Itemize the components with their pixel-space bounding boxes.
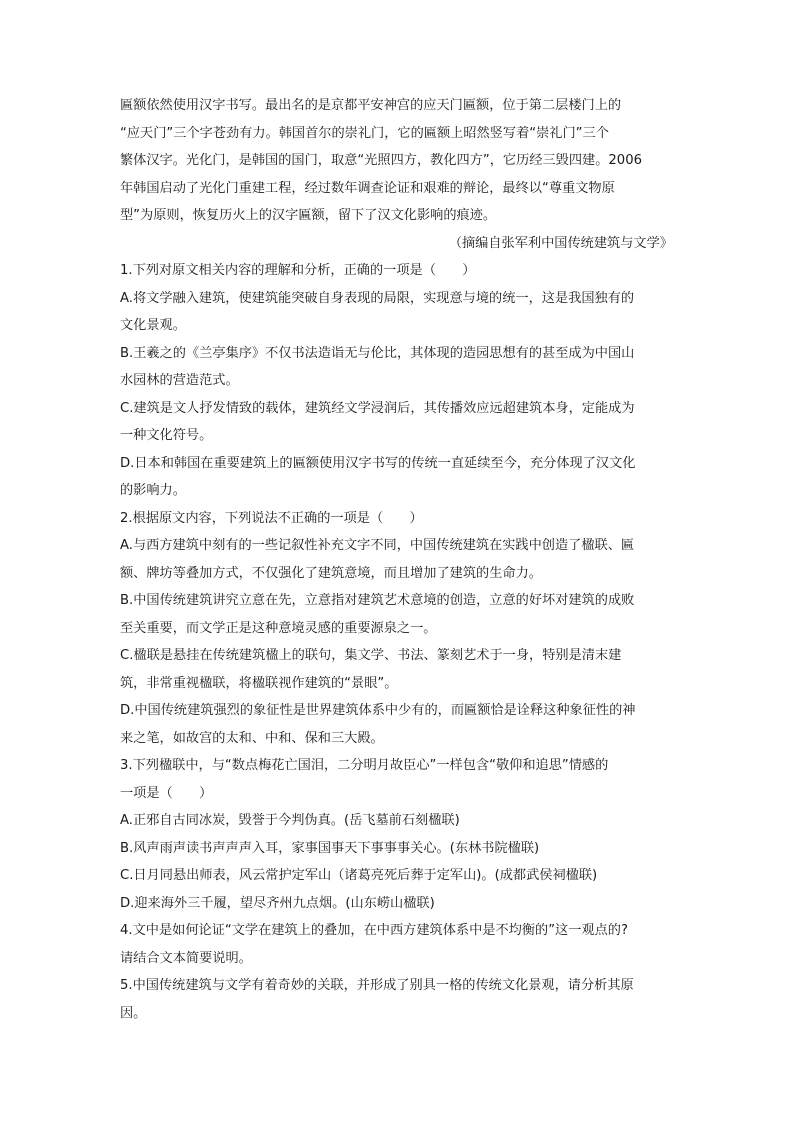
- question-stem: 3.下列楹联中，与“数点梅花亡国泪，二分明月故臣心”一样包含“敬仰和追思”情感的: [120, 758, 609, 773]
- question-1: [120, 257, 673, 505]
- option-b: B.王羲之的《兰亭集序》不仅书法造诣无与伦比，其体现的造园思想有的甚至成为中国山: [120, 345, 635, 361]
- option-b: B.中国传统建筑讲究立意在先，立意指对建筑艺术意境的创造，立意的好坏对建筑的成败: [120, 593, 635, 608]
- passage-line: 繁体汉字。光化门，是韩国的国门，取意“光照四方，教化四方”，它历经三毁四建。2006: [120, 153, 642, 168]
- question-4: [120, 917, 673, 972]
- question-stem: 1.下列对原文相关内容的理解和分析，正确的一项是（ ）: [120, 263, 476, 278]
- option-d: D.中国传统建筑强烈的象征性是世界建筑体系中少有的，而匾额恰是诠释这种象征性的神: [120, 703, 636, 718]
- question-stem: 5.中国传统建筑与文学有着奇妙的关联，并形成了别具一格的传统文化景观，请分析其原: [120, 978, 634, 993]
- option-c: C.建筑是文人抒发情致的载体，建筑经文学浸润后，其传播效应远超建筑本身，定能成为: [120, 400, 635, 416]
- option-a: A.正邪自古同冰炭，毁誉于今判伪真。(岳飞墓前石刻楹联): [120, 813, 460, 828]
- option-c-cont: 筑，非常重视楹联，将楹联视作建筑的“景眼”。: [120, 675, 398, 691]
- option-d: D.迎来海外三千履，望尽齐州九点烟。(山东崂山楹联): [120, 895, 435, 911]
- option-c: C.楹联是悬挂在传统建筑楹上的联句，集文学、书法、篆刻艺术于一身，特别是清末建: [120, 648, 622, 663]
- option-c-cont: 一种文化符号。: [120, 428, 213, 443]
- question-2: [120, 505, 673, 753]
- question-stem-cont: 因。: [120, 1005, 147, 1021]
- passage: [120, 92, 673, 257]
- passage-line: 型”为原则，恢复历火上的汉字匾额，留下了汉文化影响的痕迹。: [120, 208, 497, 223]
- document-page: [120, 92, 673, 1027]
- option-b: B.风声雨声读书声声声入耳，家事国事天下事事事关心。(东林书院楹联): [120, 840, 540, 856]
- question-stem-cont: 请结合文本简要说明。: [120, 950, 252, 966]
- passage-line: “应天门”三个字苍劲有力。韩国首尔的崇礼门，它的匾额上昭然竖写着“崇礼门”三个: [120, 125, 609, 141]
- option-c: C.日月同悬出师表，风云常护定军山（诸葛亮死后葬于定军山)。(成都武侯祠楹联): [120, 868, 598, 883]
- option-b-cont: 至关重要，而文学正是这种意境灵感的重要源泉之一。: [120, 620, 437, 636]
- question-stem: 2.根据原文内容，下列说法不正确的一项是（ ）: [120, 510, 423, 526]
- question-stem-cont: 一项是（ ）: [120, 785, 213, 801]
- question-stem: 4.文中是如何论证“文学在建筑上的叠加，在中西方建筑体系中是不均衡的”这一观点的?: [120, 923, 628, 938]
- option-a: A.将文学融入建筑，使建筑能突破自身表现的局限，实现意与境的统一，这是我国独有的: [120, 290, 635, 306]
- passage-line: 匾额依然使用汉字书写。最出名的是京都平安神宫的应天门匾额，位于第二层楼门上的: [120, 98, 622, 113]
- question-5: [120, 972, 673, 1027]
- option-a-cont: 文化景观。: [120, 318, 186, 333]
- option-d-cont: 来之笔，如故宫的太和、中和、保和三大殿。: [120, 730, 384, 746]
- source-citation: （摘编自张军利中国传统建筑与文学》: [448, 235, 673, 251]
- passage-line: 年韩国启动了光化门重建工程，经过数年调查论证和艰难的辩论，最终以“尊重文物原: [120, 180, 615, 196]
- option-b-cont: 水园林的营造范式。: [120, 373, 239, 388]
- question-3: [120, 752, 673, 917]
- option-d-cont: 的影响力。: [120, 483, 186, 498]
- option-a: A.与西方建筑中刻有的一些记叙性补充文字不同，中国传统建筑在实践中创造了楹联、匾: [120, 538, 635, 553]
- option-a-cont: 额、牌坊等叠加方式，不仅强化了建筑意境，而且增加了建筑的生命力。: [120, 565, 542, 581]
- option-d: D.日本和韩国在重要建筑上的匾额使用汉字书写的传统一直延续至今，充分体现了汉文化: [120, 455, 636, 471]
